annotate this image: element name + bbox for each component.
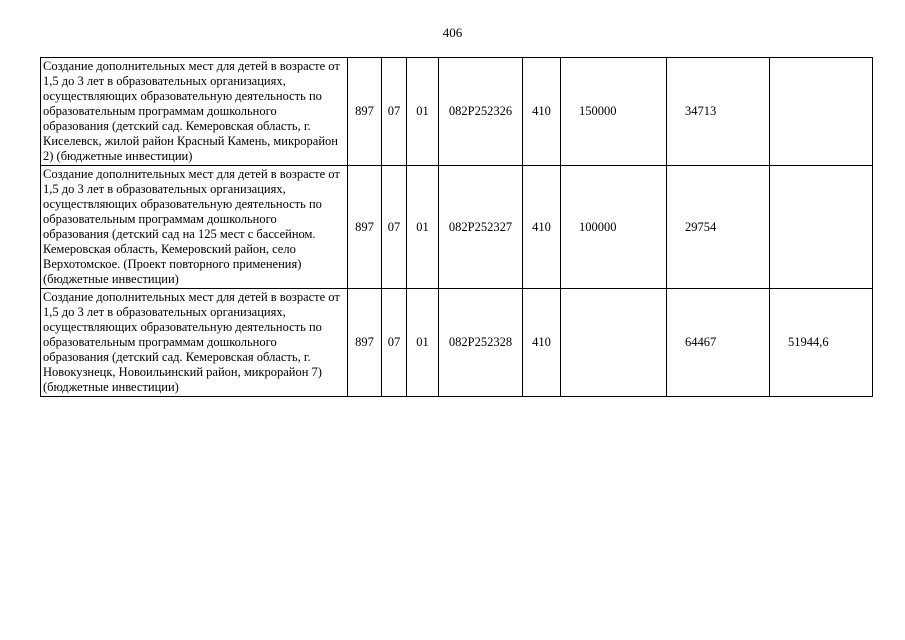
- amount-2: 34713: [667, 58, 770, 166]
- page-number: 406: [442, 25, 463, 40]
- amount-1: [561, 289, 667, 397]
- target-article-code: 082P252328: [439, 289, 523, 397]
- row-description: Создание дополнительных мест для детей в возрасте от 1,5 до 3 лет в образовательных организациях, осуществляющих образовательную деятельность по образовательным программам дошкольного образования (детский сад. Кемеровская область, г. Новокузнецк, Новоильинский район, микрорайон 7) (бюджетные инвестиции): [41, 289, 348, 397]
- amount-3: [770, 166, 873, 289]
- row-description: Создание дополнительных мест для детей в возрасте от 1,5 до 3 лет в образовательных организациях, осуществляющих образовательную деятельность по образовательным программам дошкольного образования (детский сад на 125 мест с бассейном. Кемеровская область, Кемеровский район, село Верхотомское. (Проект повторного применения) (бюджетные инвестиции): [41, 166, 348, 289]
- table-row: [41, 289, 873, 397]
- subsection-code: 01: [407, 289, 439, 397]
- section-code: 07: [382, 289, 407, 397]
- target-article-code: 082P252327: [439, 166, 523, 289]
- amount-3: 51944,6: [770, 289, 873, 397]
- subsection-code: 01: [407, 166, 439, 289]
- budget-table: [40, 57, 873, 397]
- table-row: [41, 58, 873, 166]
- expense-type-code: 410: [523, 58, 561, 166]
- section-code: 07: [382, 58, 407, 166]
- expense-type-code: 410: [523, 289, 561, 397]
- table-row: [41, 166, 873, 289]
- amount-2: 29754: [667, 166, 770, 289]
- target-article-code: 082P252326: [439, 58, 523, 166]
- ministry-code: 897: [348, 58, 382, 166]
- subsection-code: 01: [407, 58, 439, 166]
- amount-3: [770, 58, 873, 166]
- expense-type-code: 410: [523, 166, 561, 289]
- section-code: 07: [382, 166, 407, 289]
- row-description: Создание дополнительных мест для детей в возрасте от 1,5 до 3 лет в образовательных организациях, осуществляющих образовательную деятельность по образовательным программам дошкольного образования (детский сад. Кемеровская область, г. Киселевск, жилой район Красный Камень, микрорайон 2) (бюджетные инвестиции): [41, 58, 348, 166]
- amount-1: 100000: [561, 166, 667, 289]
- ministry-code: 897: [348, 289, 382, 397]
- ministry-code: 897: [348, 166, 382, 289]
- amount-2: 64467: [667, 289, 770, 397]
- amount-1: 150000: [561, 58, 667, 166]
